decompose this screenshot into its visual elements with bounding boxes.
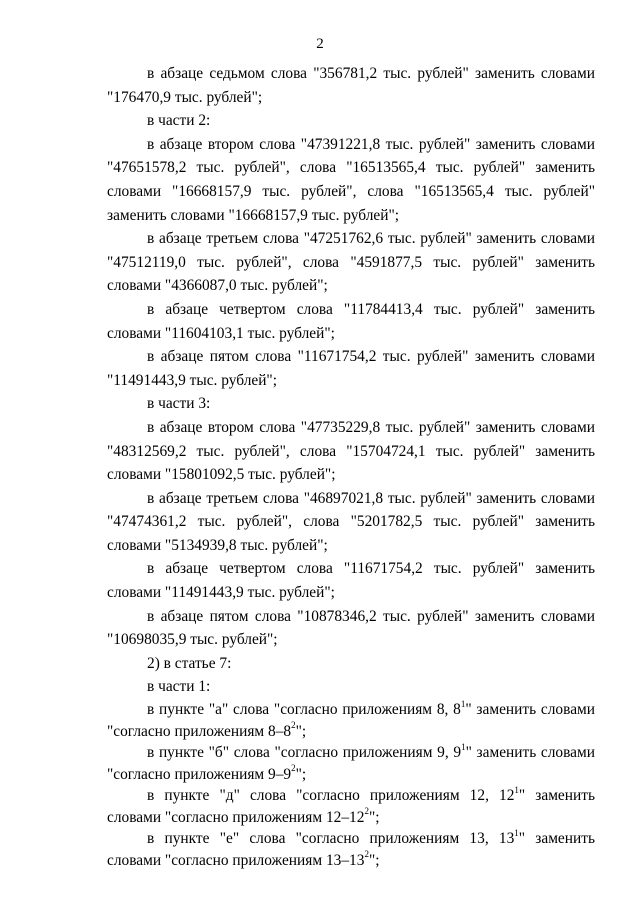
paragraph: в абзаце седьмом слова "356781,2 тыс. рублей" заменить словами "176470,9 тыс. рублей";: [107, 65, 595, 106]
paragraph: в абзаце втором слова "47735229,8 тыс. рублей" заменить словами "48312569,2 тыс. рублей", слова "15704724,1 тыс. рублей" заменить словами "15801092,5 тыс. рублей";: [107, 418, 595, 484]
paragraph: в абзаце втором слова "47391221,8 тыс. рублей" заменить словами "47651578,2 тыс. рублей", слова "16513565,4 тыс. рублей" заменить словами "16668157,9 тыс. рублей", слова "16513565,4 тыс. рублей" заменить словами "16668157,9 тыс. рублей";: [107, 135, 595, 224]
paragraph: в абзаце пятом слова "11671754,2 тыс. рублей" заменить словами "11491443,9 тыс. рублей";: [107, 348, 595, 389]
paragraph: 2) в статье 7:: [147, 654, 232, 672]
item-text: " заменить словами "согласно приложениям 8–8: [107, 701, 595, 740]
document-body: [107, 62, 595, 871]
superscript: 2: [291, 763, 296, 774]
item-text: в пункте "б" слова "согласно приложениям 9, 9: [147, 744, 462, 762]
item-text: " заменить словами "согласно приложениям 12–12: [107, 787, 595, 826]
superscript: 1: [460, 698, 466, 709]
item-text: ";: [295, 765, 307, 783]
item-text: ";: [368, 808, 380, 826]
paragraph: в части 3:: [147, 395, 211, 413]
page-number: 2: [316, 36, 324, 52]
item-text: в пункте "е" слова "согласно приложениям 13, 13: [147, 830, 515, 848]
item-text: " заменить словами "согласно приложениям 13–13: [107, 830, 595, 869]
paragraph: в части 1:: [147, 678, 211, 696]
amendment-item: [107, 742, 595, 785]
item-text: в пункте "а" слова "согласно приложениям 8, 8: [147, 701, 461, 719]
paragraph: в абзаце четвертом слова "11671754,2 тыс. рублей" заменить словами "11491443,9 тыс. рублей";: [107, 560, 595, 602]
superscript: 2: [291, 720, 296, 731]
amendment-item: [107, 699, 595, 742]
paragraph: в абзаце третьем слова "46897021,8 тыс. рублей" заменить словами "47474361,2 тыс. рублей", слова "5201782,5 тыс. рублей" заменить словами "5134939,8 тыс. рублей";: [107, 489, 595, 554]
superscript: 1: [461, 741, 466, 752]
item-text: ";: [368, 851, 380, 869]
amendment-item: [107, 785, 595, 828]
item-text: " заменить словами "согласно приложениям 9–9: [107, 744, 595, 783]
amendment-item: [107, 828, 595, 871]
superscript: 2: [364, 849, 369, 860]
paragraph: в абзаце пятом слова "10878346,2 тыс. рублей" заменить словами "10698035,9 тыс. рублей";: [107, 607, 595, 649]
superscript: 2: [364, 806, 369, 817]
item-text: ";: [295, 722, 307, 740]
paragraph: в абзаце третьем слова "47251762,6 тыс. рублей" заменить словами "47512119,0 тыс. рублей", слова "4591877,5 тыс. рублей" заменить словами "4366087,0 тыс. рублей";: [107, 230, 595, 295]
superscript: 1: [514, 827, 519, 838]
superscript: 1: [514, 784, 519, 795]
item-text: в пункте "д" слова "согласно приложениям 12, 12: [147, 787, 515, 805]
paragraph: в части 2:: [147, 112, 211, 130]
paragraph: в абзаце четвертом слова "11784413,4 тыс. рублей" заменить словами "11604103,1 тыс. рублей";: [107, 300, 595, 342]
